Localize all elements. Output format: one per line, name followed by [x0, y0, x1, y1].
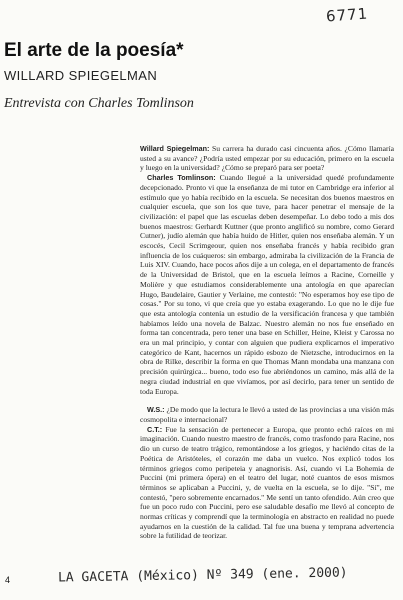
interview-body: [140, 144, 394, 541]
page-number: 4: [5, 575, 11, 585]
paragraph-text: Su carrera ha durado casi cincuenta años. ¿Cómo llamaría usted a su avance? ¿Podría usted empezar por su educación, primero en la escuela y luego en la universidad? ¿Cómo se preparó para ser poeta?: [140, 144, 394, 173]
paragraph-text: ¿De modo que la lectura le llevó a usted de las provincias a una visión más cosmopolita e internacional?: [140, 405, 395, 424]
article-author: WILLARD SPIEGELMAN: [4, 68, 158, 83]
speaker-label: Willard Spiegelman:: [140, 144, 210, 153]
article-title: El arte de la poesía*: [4, 40, 184, 61]
article-subtitle: Entrevista con Charles Tomlinson: [4, 96, 194, 111]
paragraph-text: Cuando llegué a la universidad quedé profundamente decepcionado. Pronto vi que la enseñanza de mi tutor en Cambridge era inferior al estímulo que yo había recibido en la escuela. Se necesitan dos buenos maestros en cualquier escuela, que son los que tuve, para hacer penetrar el mensaje de la civilización: el papel que las escuelas deben desempeñar. Lo debo todo a mis dos buenos maestros: Gerhardt Kuttner (que pronto anglificó su nombre, como Gerard Cutner), judío alemán que había huido de Hitler, quien nos enseñaba alemán. Y un escocés, Cecil Scrimgeour, quien nos enseñaba francés y había recibido gran influencia de los cuáqueros: sin embargo, admiraba la civilización de la Francia de Luis XIV. Cuando, hace pocos años dije a un colega, en el departamento de francés de la Universidad de Bristol, que en la escuela leímos a Racine, Corneille y Molière y que estudiamos considerablemente una antología en que aparecían Hugo, Baudelaire, Gautier y Verlaine, me contestó: "No esperamos hoy ese tipo de cosas." Por su tono, vi que creía que yo estaba exagerando. Lo que no le dije fue que esta antología contenía un estudio de la versificación francesa y que también habíamos leído una novela de Balzac. Nuestro alemán no nos fue enseñado en forma tan concentrada, pero tener una base en Schiller, Heine, Kleist y Carossa no era un mal principio, y contar con alguien que pudiera explicarnos el imperativo categórico de Kant, hacernos un rápido esbozo de Nietzsche, introducirnos en la obra de Rilke, describir la forma en que Thomas Mann mondaba una manzana con precisión quirúrgica... bueno, todo eso fue abriéndonos un camino, más allá de la negra ciudad industrial en que vivíamos, por así decirlo, para tener un sentido de toda Europa.: [140, 173, 394, 396]
paragraph: [140, 405, 394, 424]
paragraph: [140, 173, 394, 396]
paragraph: [140, 144, 394, 173]
paragraph-text: Fue la sensación de pertenecer a Europa, que pronto echó raíces en mi imaginación. Cuando nuestro maestro de francés, como trasfondo para Racine, nos dio un curso de teatro trágico, remontándose a los griegos, y haciéndo citas de la Poética de Aristóteles, el corazón me daba un vuelco. Nos explicó todos los términos griegos como peripeteia y anagnorisis. Así, cuando vi La Bohemia de Puccini (mi primera ópera) en el teatro del lugar, noté cuantos de esos mismos términos se aplicaban a Puccini, y, de vuelta en la escuela, se lo dije. "Sí", me contestó, "pero sobremente encarnados." Me sentí un tanto ofendido. Aún creo que fue un poco rudo con Puccini, pero ese saludable desafío me llevó al concepto de normas críticas y comprendí que la terminología en abstracto en realidad no puede ayudarnos en la cuestión de la calidad. Tal fue una buena y temprana advertencia sobre la futilidad de teorizar.: [140, 424, 394, 541]
handwritten-source-note: LA GACETA (México) Nº 349 (ene. 2000): [57, 565, 348, 586]
paragraph: [140, 425, 394, 541]
speaker-label: W.S.:: [147, 405, 165, 415]
speaker-label: Charles Tomlinson:: [147, 173, 216, 183]
speaker-label: C.T.:: [147, 424, 163, 434]
handwritten-archive-number: 6771: [325, 4, 369, 26]
